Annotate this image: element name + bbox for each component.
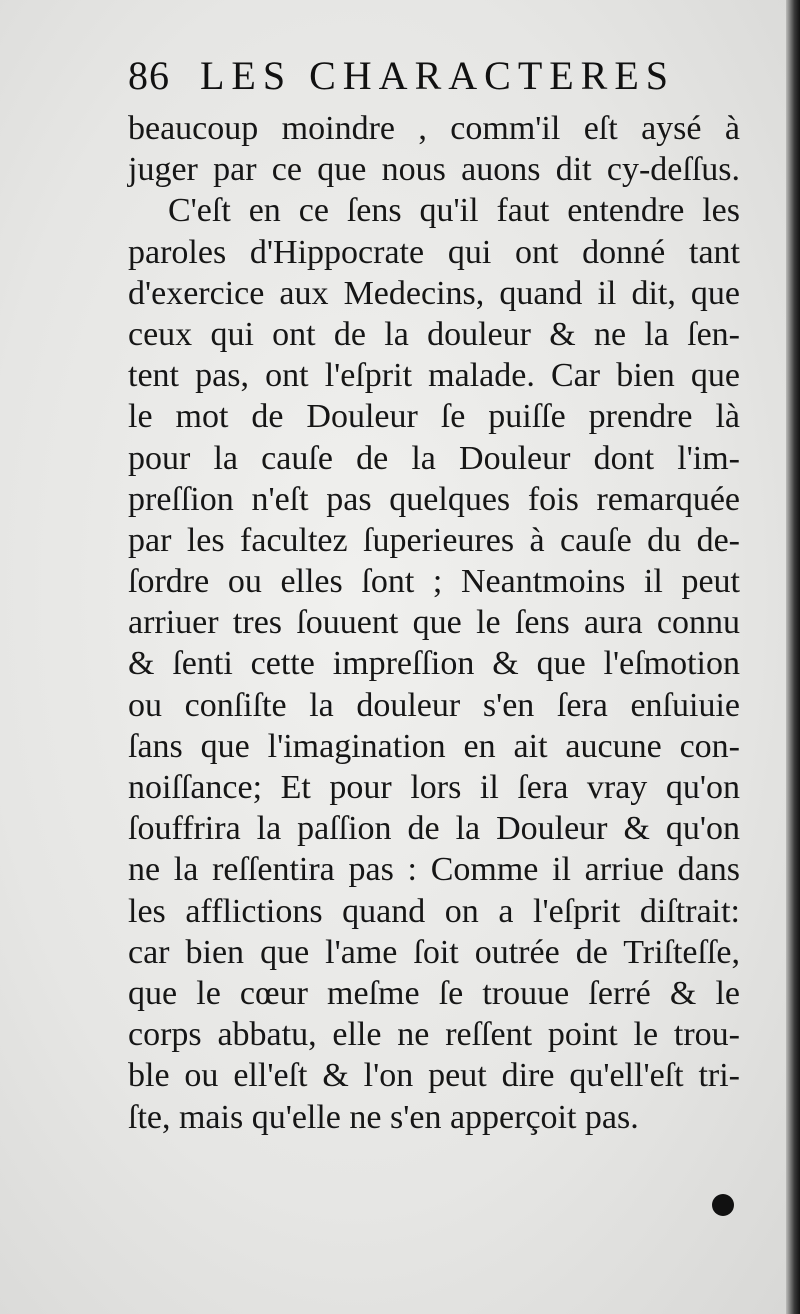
text-line: arriuer tres ſouuent que le ſens aura connu [128,604,740,642]
text-line: par les facultez ſuperieures à cauſe du de- [128,521,740,559]
text-line: le mot de Douleur ſe puiſſe prendre là [128,398,740,436]
text-line: ſans que l'imagination en ait aucune con- [128,727,740,765]
text-line: juger par ce que nous auons dit cy-deſſus. [128,151,740,189]
text-line: C'eſt en ce ſens qu'il faut entendre les [168,192,740,230]
page-number: 86 [128,53,170,98]
text-line: noiſſance; Et pour lors il ſera vray qu'on [128,769,740,806]
text-line: pour la cauſe de la Douleur dont l'im- [128,439,740,477]
text-line: & ſenti cette impreſſion & que l'eſmotion [128,645,740,683]
book-gutter-edge [786,0,800,1314]
text-line: les afflictions quand on a l'eſprit diſtrait: [128,892,740,930]
text-line: beaucoup moindre , comm'il eſt aysé à [128,110,740,147]
running-head: LES CHARACTERES [200,53,676,98]
text-line: ceux qui ont de la douleur & ne la ſen- [128,315,740,353]
text-line: ble ou ell'eſt & l'on peut dire qu'ell'eſt tri- [128,1057,740,1095]
page-header [128,52,728,114]
body-text [128,108,740,1138]
text-line: tent pas, ont l'eſprit malade. Car bien que [128,357,740,395]
text-line: corps abbatu, elle ne reſſent point le trou- [128,1016,740,1054]
text-line: paroles d'Hippocrate qui ont donné tant [128,233,740,271]
text-line: preſſion n'eſt pas quelques fois remarquée [128,480,740,518]
text-line: car bien que l'ame ſoit outrée de Triſteſſe, [128,933,740,971]
text-line: ſouffrira la paſſion de la Douleur & qu'on [128,810,740,848]
text-line: ſte, mais qu'elle ne s'en apperçoit pas. [128,1098,639,1136]
ink-blot [712,1194,734,1216]
text-line: d'exercice aux Medecins, quand il dit, que [128,274,740,312]
text-line: ou conſiſte la douleur s'en ſera enſuiuie [128,686,740,724]
text-line: ſordre ou elles ſont ; Neantmoins il peut [128,563,740,601]
text-line: ne la reſſentira pas : Comme il arriue dans [128,851,740,889]
text-line: que le cœur meſme ſe trouue ſerré & le [128,974,740,1012]
